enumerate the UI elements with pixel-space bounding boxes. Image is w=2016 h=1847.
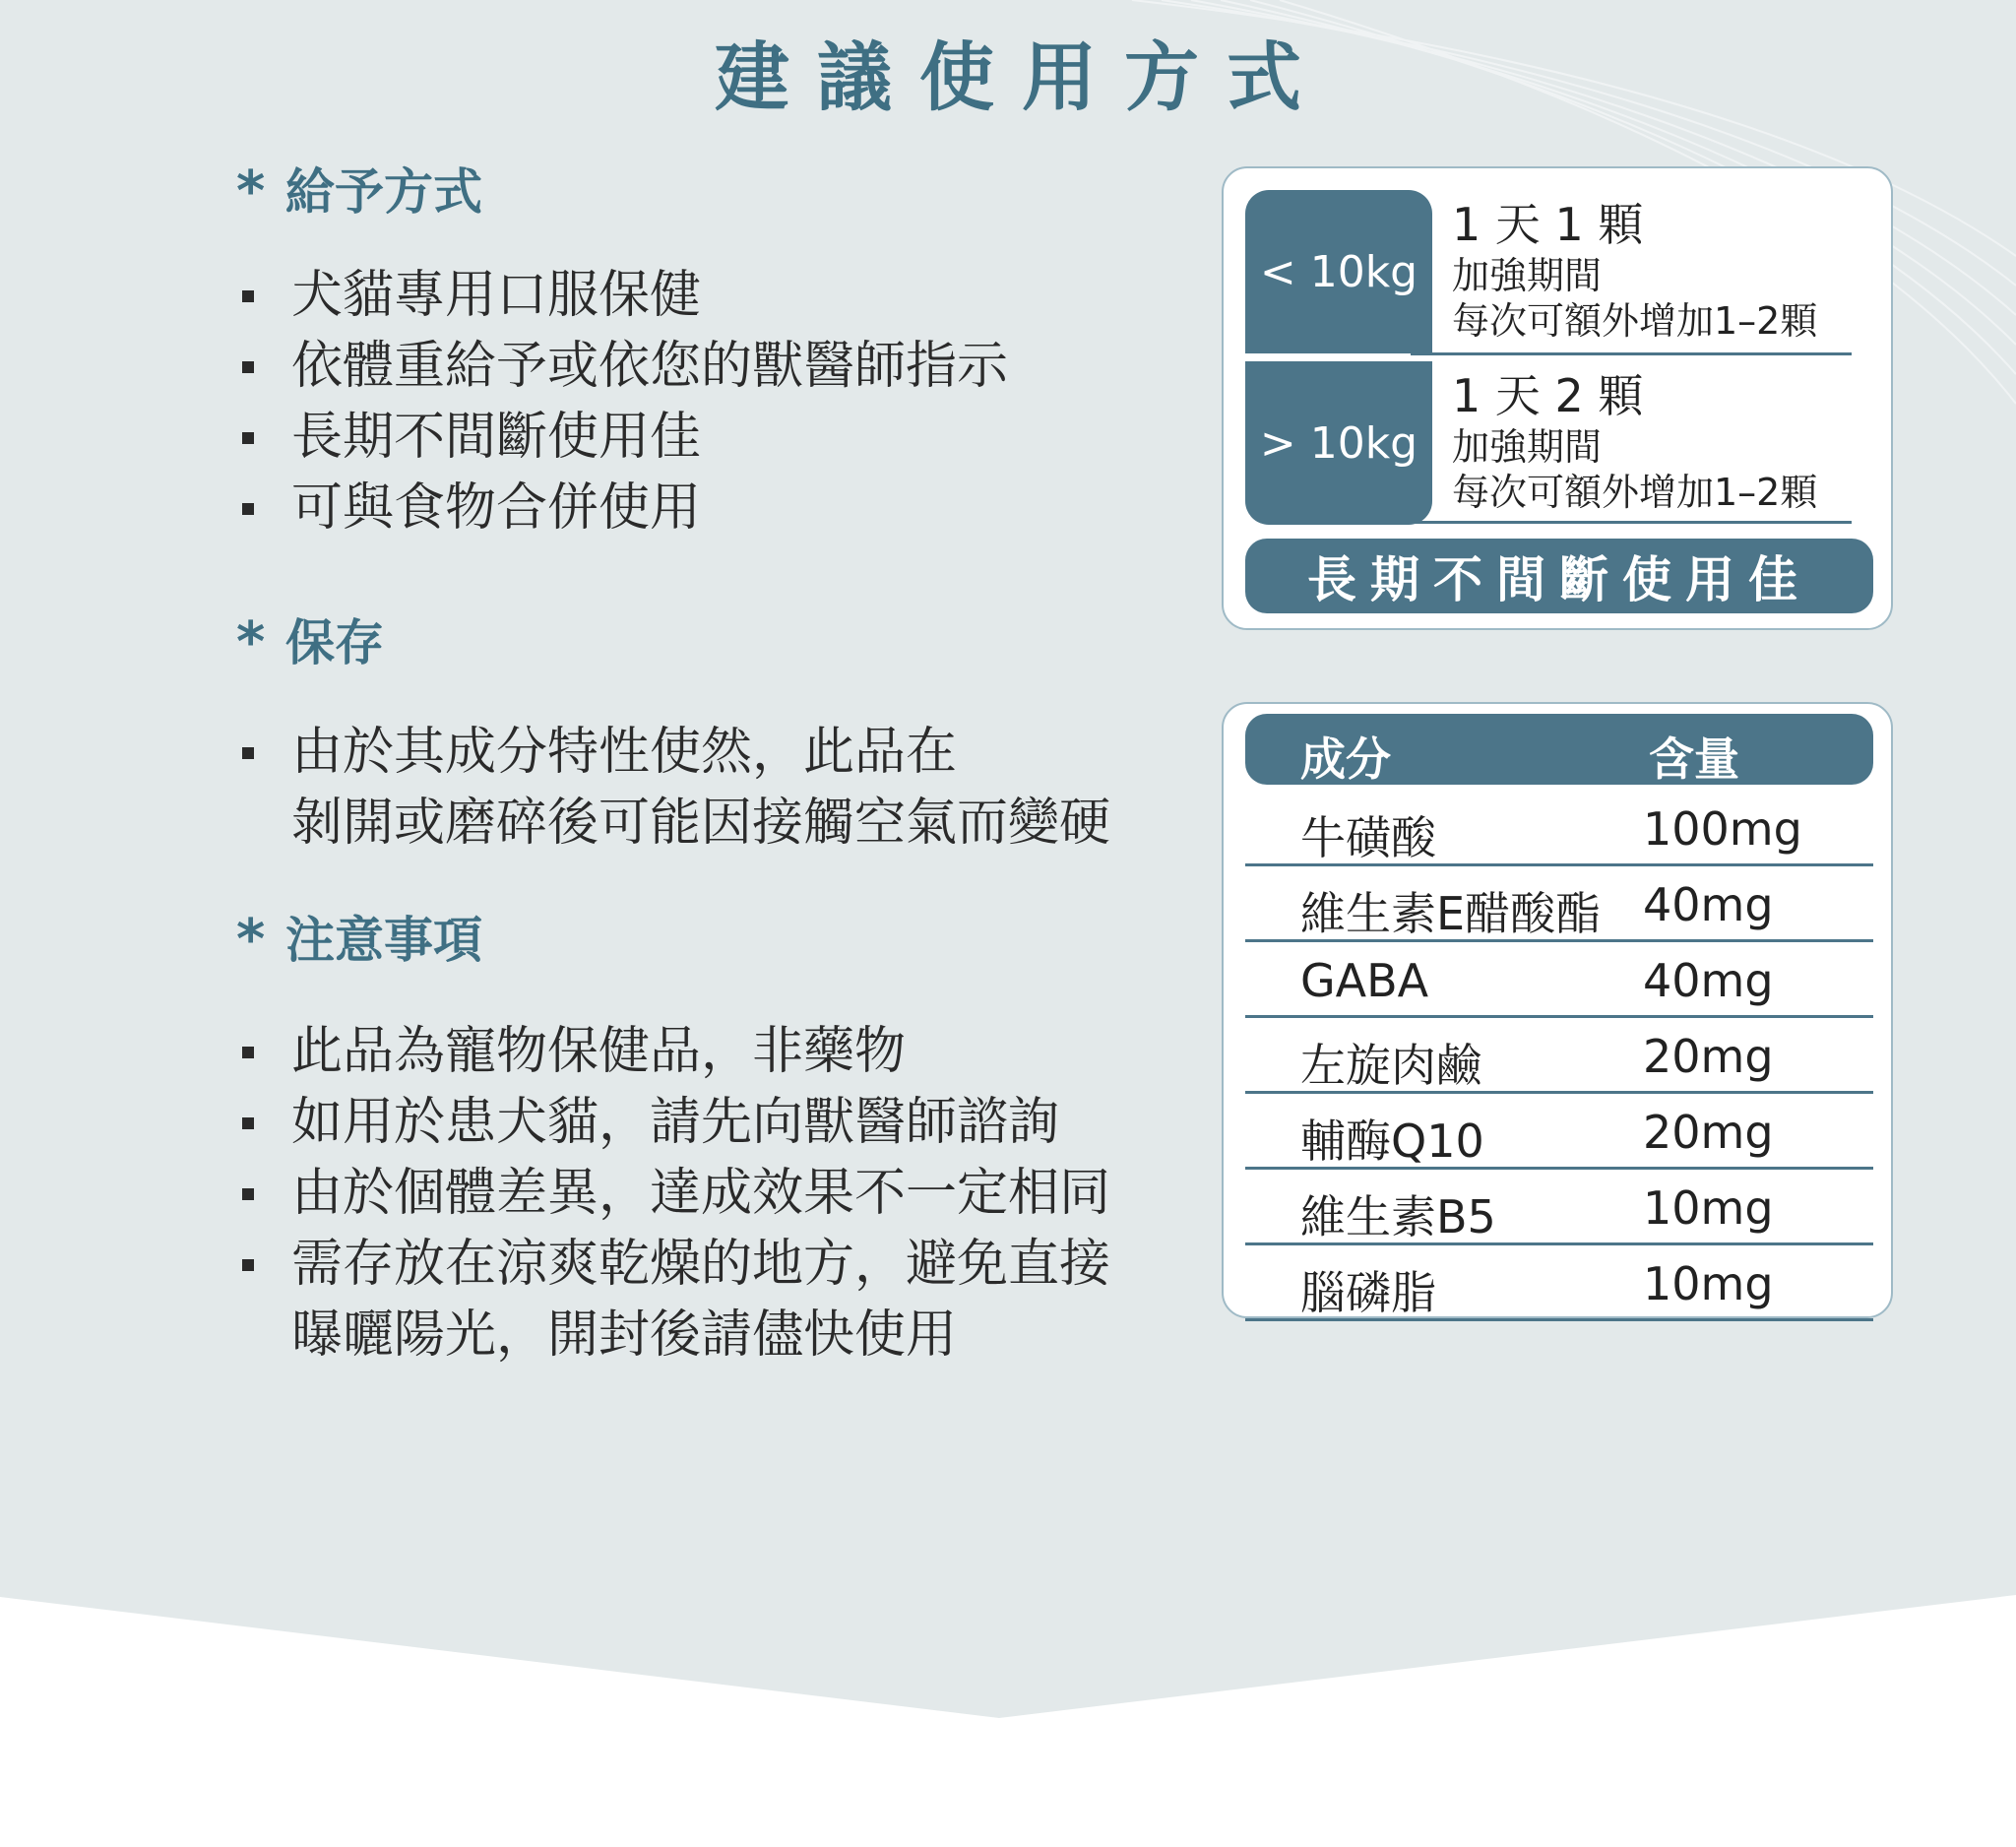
section-precautions — [236, 906, 1110, 1370]
table-row — [1245, 1170, 1873, 1245]
section-title: 保存 — [285, 614, 384, 671]
ingredients-table — [1245, 791, 1873, 1321]
list-item: 依體重給予或依您的獸醫師指示 — [236, 331, 1008, 402]
header-ingredient: 成分 — [1300, 732, 1391, 786]
ingredient-name: GABA — [1300, 954, 1429, 1007]
ingredient-name: 維生素E醋酸酯 — [1300, 887, 1602, 940]
dosage-sub: 每次可額外增加1–2顆 — [1452, 471, 1818, 514]
dosage-main: 1 天 1 顆 — [1452, 198, 1644, 251]
ingredients-header — [1245, 714, 1873, 785]
ingredient-amount: 10mg — [1643, 1257, 1774, 1310]
list-item: 此品為寵物保健品，非藥物 — [236, 1016, 1110, 1087]
header-amount: 含量 — [1649, 732, 1739, 786]
bullet-icon — [242, 503, 254, 515]
ingredient-name: 左旋肉鹼 — [1300, 1039, 1481, 1092]
ingredient-amount: 100mg — [1643, 802, 1802, 856]
dosage-text — [1452, 367, 1873, 515]
page-title: 建議使用方式 — [715, 33, 1329, 121]
weight-label: > 10kg — [1245, 361, 1432, 525]
ingredient-name: 腦磷脂 — [1300, 1266, 1436, 1319]
bullet-icon — [242, 1047, 254, 1058]
bullet-icon — [242, 361, 254, 373]
ingredients-card — [1222, 702, 1893, 1318]
section-title: 給予方式 — [285, 163, 482, 221]
ingredient-amount: 40mg — [1643, 954, 1774, 1007]
list-item: 犬貓專用口服保健 — [236, 260, 1008, 331]
dosage-sub: 每次可額外增加1–2顆 — [1452, 299, 1818, 343]
section-heading — [236, 608, 1110, 677]
asterisk-icon: * — [236, 908, 266, 972]
weight-label: < 10kg — [1245, 190, 1432, 353]
bullet-list — [236, 1016, 1110, 1370]
usage-banner: 長期不間斷使用佳 — [1245, 539, 1873, 613]
bullet-icon — [242, 432, 254, 444]
asterisk-icon: * — [236, 159, 266, 223]
list-item: 長期不間斷使用佳 — [236, 402, 1008, 473]
section-title: 注意事項 — [285, 912, 482, 969]
bullet-list — [236, 717, 1110, 859]
section-heading — [236, 906, 1110, 975]
table-row — [1245, 866, 1873, 942]
ingredient-amount: 20mg — [1643, 1030, 1774, 1083]
dosage-sub: 加強期間 — [1452, 425, 1603, 469]
ingredient-name: 輔酶Q10 — [1300, 1115, 1484, 1168]
ingredient-name: 牛磺酸 — [1300, 811, 1436, 864]
table-row — [1245, 1245, 1873, 1321]
divider — [1411, 521, 1852, 524]
bullet-icon — [242, 747, 254, 759]
dosage-row — [1245, 190, 1873, 353]
section-heading — [236, 158, 1008, 226]
list-item: 由於個體差異，達成效果不一定相同 — [236, 1158, 1110, 1229]
list-item: 如用於患犬貓，請先向獸醫師諮詢 — [236, 1087, 1110, 1158]
ingredient-name: 維生素B5 — [1300, 1190, 1496, 1243]
table-row — [1245, 942, 1873, 1018]
dosage-row — [1245, 361, 1873, 525]
dosage-main: 1 天 2 顆 — [1452, 369, 1644, 422]
bullet-icon — [242, 1188, 254, 1200]
list-item: 可與食物合併使用 — [236, 473, 1008, 543]
asterisk-icon: * — [236, 610, 266, 674]
divider — [1411, 352, 1852, 355]
bullet-icon — [242, 1117, 254, 1129]
list-item: 由於其成分特性使然，此品在 剝開或磨碎後可能因接觸空氣而變硬 — [236, 717, 1110, 859]
ingredient-amount: 10mg — [1643, 1181, 1774, 1235]
ingredient-amount: 40mg — [1643, 878, 1774, 931]
table-row — [1245, 1018, 1873, 1094]
bullet-list — [236, 260, 1008, 543]
dosage-text — [1452, 196, 1873, 344]
dosage-card — [1222, 166, 1893, 630]
table-row — [1245, 791, 1873, 866]
ingredient-amount: 20mg — [1643, 1106, 1774, 1159]
bullet-icon — [242, 1259, 254, 1271]
bullet-icon — [242, 290, 254, 302]
section-administration — [236, 158, 1008, 543]
dosage-sub: 加強期間 — [1452, 254, 1603, 297]
table-row — [1245, 1094, 1873, 1170]
list-item: 需存放在涼爽乾燥的地方，避免直接 曝曬陽光，開封後請儘快使用 — [236, 1229, 1110, 1370]
section-storage — [236, 608, 1110, 859]
